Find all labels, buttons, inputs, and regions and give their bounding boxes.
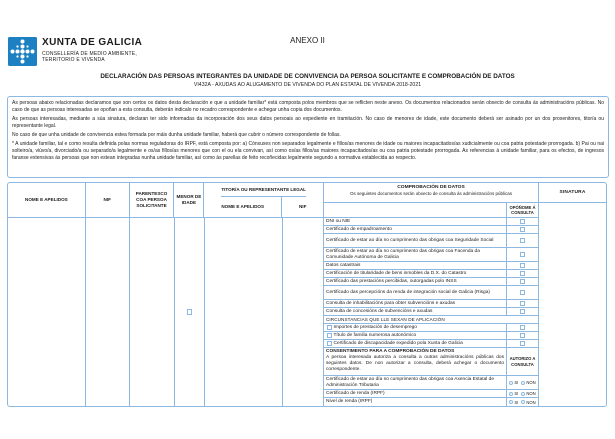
menor-idade-checkbox[interactable] xyxy=(187,309,193,315)
oppose-checkbox-desemprego[interactable] xyxy=(520,325,526,331)
circunstancia-row xyxy=(324,324,538,332)
document-row xyxy=(324,248,538,262)
comprobacion-subtitle: Os seguintes documentos serán obxecto de consulta ás administracións públicas xyxy=(349,191,513,196)
si-radio-aeat[interactable] xyxy=(509,381,513,385)
document-label: Certificado das percepcións da renda de integración social de Galicia (Risga) xyxy=(326,289,490,295)
anexo-label: ANEXO II xyxy=(290,36,325,45)
document-row xyxy=(324,234,538,248)
circunstancia-row xyxy=(324,332,538,340)
comprobacion-header xyxy=(324,183,538,203)
si-radio-nivel-renda[interactable] xyxy=(509,400,513,404)
si-label: SI xyxy=(514,391,519,396)
titor-nif-field[interactable] xyxy=(283,218,323,406)
header-titor-group xyxy=(204,183,323,217)
document-row xyxy=(324,226,538,234)
oppose-checkbox-discapacidade[interactable] xyxy=(520,341,526,347)
intro-paragraph-3: No caso de que unha unidade de convivencia estea formada por máis dunha unidade familiar, haberá que cubrir o número correspondente de follas. xyxy=(12,132,341,138)
consent-item-label: Certificado de renda (IRPF) xyxy=(326,390,385,396)
non-radio-aeat[interactable] xyxy=(521,381,525,385)
document-row xyxy=(324,270,538,278)
non-label: NON xyxy=(526,399,536,405)
menor-idade-cell xyxy=(175,218,205,406)
authorize-header-label: AUTORIZO A CONSULTA xyxy=(509,356,536,367)
oppose-checkbox-inhabilitacions[interactable] xyxy=(520,301,526,307)
oppose-checkbox-risga[interactable] xyxy=(520,290,526,296)
convivencia-table xyxy=(7,182,607,407)
circunstancia-checkbox-familia-numerosa[interactable] xyxy=(327,333,332,338)
brand-dept-line2: TERRITORIO E VIVENDA xyxy=(42,57,105,63)
opposition-spacer xyxy=(324,203,506,217)
header-titor-nif: NIF xyxy=(298,204,307,210)
si-label: SI xyxy=(514,380,519,385)
form-title: DECLARACIÓN DAS PERSOAS INTEGRANTES DA UNIDADE DE CONVIVENCIA DA PERSOA SOLICITANTE E COMPROBACIÓN DE DATOS xyxy=(100,73,515,80)
comprobacion-title: COMPROBACIÓN DE DATOS xyxy=(397,185,465,190)
circunstancia-checkbox-desemprego[interactable] xyxy=(327,325,332,330)
oppose-checkbox-concesions[interactable] xyxy=(520,309,526,315)
consent-item-label: Certificado de estar ao día no cumprimento das obrigas coa Axencia Estatal de Administración Tributaria xyxy=(326,376,494,388)
oppose-checkbox-facenda-galicia[interactable] xyxy=(520,252,526,258)
brand-department xyxy=(42,51,142,64)
intro-paragraph-1: As persoas abaixo relacionadas declaramos que son certos os datos desta declaración e que a unidade familiar* está composta polos membros que se reflicten neste anexo. Os documentos relacionados serán obxecto de consulta ás administracións públicas. No caso de que as persoas interesadas se opoñan a esta consulta, deberán indicalo no recadro correspondente e achegar unha copia dos documentos. xyxy=(12,100,604,114)
header-titor-representante: TITOR/A OU REPRESENTANTE LEGAL xyxy=(221,183,306,197)
si-radio-renda[interactable] xyxy=(509,392,513,396)
oppose-checkbox-familia-numerosa[interactable] xyxy=(520,333,526,339)
titor-nome-field[interactable] xyxy=(205,218,283,406)
header-parentesco: PARENTESCO COA PERSOA SOLICITANTE xyxy=(130,183,175,217)
consent-item-row xyxy=(324,376,538,390)
sinatura-section xyxy=(539,183,606,406)
nif-field[interactable] xyxy=(86,218,130,406)
oppose-checkbox-empadroamento[interactable] xyxy=(520,227,526,233)
document-label: Certificado de estar ao día no cumprimento das obrigas coa Facenda da Comunidade Autónoma de Galicia xyxy=(326,248,480,260)
document-row xyxy=(324,278,538,286)
non-label: NON xyxy=(526,380,536,385)
circunstancia-label: Importes de prestación de desemprego xyxy=(333,324,417,330)
opposition-header-label: OPÓÑOME Á CONSULTA xyxy=(509,204,536,215)
intro-declaration-box xyxy=(7,96,609,178)
nome-apelidos-field[interactable] xyxy=(8,218,86,406)
opposition-header-cell xyxy=(506,203,538,217)
parentesco-field[interactable] xyxy=(130,218,175,406)
circunstancia-label: Certificado de discapacidade expedido pola Xunta de Galicia xyxy=(333,340,463,346)
sinatura-field[interactable] xyxy=(539,203,606,406)
oppose-checkbox-inss[interactable] xyxy=(520,279,526,285)
header-nif: NIF xyxy=(86,183,130,217)
authorize-header-cell xyxy=(506,348,538,375)
document-row xyxy=(324,308,538,316)
document-label: Certificado de empadroamento xyxy=(326,226,392,232)
consent-item-row xyxy=(324,390,538,398)
consent-item-row xyxy=(324,398,538,406)
consentimento-header-row xyxy=(324,348,538,376)
document-label: Certificación de titularidade de bens inmobles da D.X. do Catastro xyxy=(326,270,467,276)
document-label: Consulta de inhabilitacións para obter subvencións e axudas xyxy=(326,300,456,306)
circunstancia-row xyxy=(324,340,538,348)
non-radio-nivel-renda[interactable] xyxy=(521,400,525,404)
persons-body-row xyxy=(8,218,323,406)
consentimento-title: CONSENTIMENTO PARA A COMPROBACIÓN DE DATOS xyxy=(326,349,455,354)
consent-item-label: Nivel de renda (IRPF) xyxy=(326,399,373,405)
document-label: DNI ou NIE xyxy=(326,218,351,224)
document-label: Certificado de estar ao día no cumprimento das obrigas coa Seguridade Social xyxy=(326,237,494,243)
brand-org-name: XUNTA DE GALICIA xyxy=(42,37,143,48)
header-titor-nome: NOME E APELIDOS xyxy=(204,197,282,217)
brand-dept-line1: CONSELLERÍA DE MEDIO AMBIENTE, xyxy=(42,50,137,57)
title-block xyxy=(0,73,615,88)
oppose-checkbox-seguridade-social[interactable] xyxy=(520,238,526,244)
document-row xyxy=(324,300,538,308)
sinatura-header: SINATURA xyxy=(539,183,606,203)
document-label: Datos catastrais xyxy=(326,262,361,268)
non-radio-renda[interactable] xyxy=(521,392,525,396)
oppose-checkbox-datos-catastrais[interactable] xyxy=(520,263,526,269)
intro-footnote: * A unidade familiar, tal e como resulta definida polas normas reguladoras do IRPF, está composta por: a) Cónxuxes non separados legalmente e fillos/as menores de idade ou maiores incapacitados/as xudicialmente ou coa patria potestade prorrogada. b) Pai ou nai solteiro/a, viúvo/a, divorciado/a ou separado/a legalmente e os/as fillos/as menores que con el ou ela convivan, así como os/as fillos/as maiores incapacitados/as ou coa patria potestade prorrogada. As referencias á unidade familiar, para os efectos, de ingresos faranse extensivas ás persoas que non estean integradas nunha unidade familiar, así como ás parellas de feito recoñecidas legalmente segundo a normativa establecida ao respecto. xyxy=(12,140,604,162)
persons-header-row xyxy=(8,183,323,218)
header-nome-apelidos: NOME E APELIDOS xyxy=(8,183,86,217)
document-label: Consulta de concesións de subvencións e axudas xyxy=(326,308,433,314)
form-subtitle: VI432A - AXUDAS AO ALUGAMENTO DE VIVENDA DO PLAN ESTATAL DE VIVENDA 2018-2021 xyxy=(193,82,422,88)
document-label: Certificado das prestacións percibidas, outorgadas polo INSS xyxy=(326,278,457,284)
oppose-checkbox-titularidade-catastro[interactable] xyxy=(520,271,526,277)
consentimento-body: A persoa interesada autoriza a consulta a outras administracións públicas dos seguintes datos. De non autorizar a consulta, deberá achegar o documento correspondente. xyxy=(326,354,504,372)
comprobacion-section xyxy=(324,183,539,406)
header-menor-idade: MENOR DE IDADE xyxy=(174,183,204,217)
opposition-header-row xyxy=(324,203,538,218)
circunstancias-title: CIRCUNSTANCIAS QUE LLE SEXAN DE APLICACIÓN xyxy=(326,317,445,322)
oppose-checkbox-dni[interactable] xyxy=(520,219,526,225)
document-row xyxy=(324,286,538,300)
si-label: SI xyxy=(514,399,519,405)
circunstancia-checkbox-discapacidade[interactable] xyxy=(327,341,332,346)
intro-paragraph-2: As persoas interesadas, mediante a súa sinatura, declaran ter sido informadas da incorporación dos seus datos persoais ao expediente en tramitación. No caso de menores de idade, este documento deberá ser asinado por un dos proxenitores, titor/a ou representante legal. xyxy=(12,116,604,130)
document-row xyxy=(324,262,538,270)
circunstancia-label: Título de familia numerosa autonómico xyxy=(333,332,417,338)
document-row xyxy=(324,218,538,226)
non-label: NON xyxy=(526,391,536,396)
circunstancias-title-row xyxy=(324,316,538,324)
persons-section xyxy=(8,183,324,406)
